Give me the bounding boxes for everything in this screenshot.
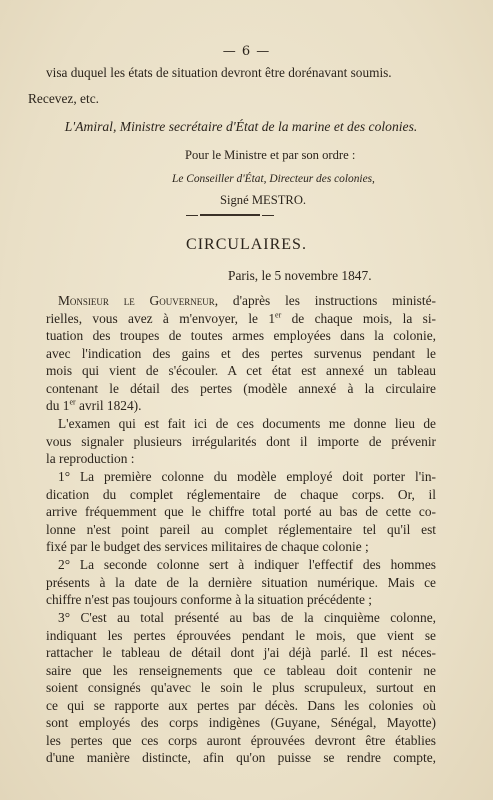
paragraph-2 [46,415,436,468]
paragraph-line: saire que les renseignements que ce tableau doit contenir ne [46,662,436,678]
separator-rule [200,214,260,216]
signatory-title: L'Amiral, Ministre secrétaire d'État de la marine et des colonies. [64,119,418,134]
signed-line: Signé MESTRO. [220,193,307,207]
paragraph-line: du 1er avril 1824). [46,397,142,413]
paragraph-line: d'une manière distincte, afin qu'on puisse se rendre compte, [46,750,436,765]
closing-formula: Recevez, etc. [28,91,99,106]
paragraph-line: contenant le détail des pertes (modèle annexé à la circulaire [46,380,436,396]
paragraph-line: présents à la date de la dernière situation numérique. Mais ce [46,574,436,590]
paragraph-line: 2° La seconde colonne sert à indiquer l'effectif des hommes [58,557,436,572]
paragraph-line: soient consignés qu'avec le soin le plus scrupuleux, surtout en [46,680,436,695]
counsellor-line: Le Conseiller d'État, Directeur des colonies, [172,173,375,185]
paragraph-line: Monsieur le Gouverneur, d'après les instructions ministé- [58,293,436,308]
opening-line-block [46,64,436,82]
paragraph-line: arrive fréquemment que le chiffre total porté au bas de cette co- [46,504,436,519]
paragraph-line: 3° C'est au total présenté au bas de la cinquième colonne, [58,610,436,625]
paragraph-line: tuation des troupes de toutes armes employées dans la colonie, [46,328,436,343]
paragraph-line: sont employés des corps indigènes (Guyane, Sénégal, Mayotte) [46,715,436,730]
paragraph-line: 1° La première colonne du modèle employé doit porter l'in- [58,469,436,484]
paragraph-line: les pertes que ces corps auront éprouvées devront être établies [46,732,436,748]
paragraph-line: mois qui vient de s'écouler. A cet état est annexé un tableau [46,363,436,378]
paragraph-line: vous signaler plusieurs irrégularités dont il importe de prévenir [46,433,436,449]
salutation: Monsieur le Gouverneur [58,293,215,308]
paragraph-line: dication du complet réglementaire de chaque corps. Or, il [46,486,436,502]
paragraph-line: la reproduction : [46,451,135,466]
paragraph-line: rattacher le tableau de détail dont j'ai déjà parlé. Il est néces- [46,645,436,660]
paragraph-line: chiffre n'est pas toujours conforme à la situation précédente ; [46,592,373,607]
opening-line: visa duquel les états de situation devront être dorénavant soumis. [46,65,392,80]
paragraph-1 [46,292,436,415]
paragraph-line: indiquant les pertes éprouvées pendant le mois, que vient se [46,627,436,643]
paragraph-line: rielles, vous avez à m'envoyer, le 1er de chaque mois, la si- [46,310,436,326]
paragraph-5 [46,609,436,767]
paragraph-line: ce qui se rapporte aux pertes par décès. Dans les colonies où [46,697,436,713]
by-order-line: Pour le Ministre et par son ordre : [185,148,356,162]
paragraph-line: L'examen qui est fait ici de ces documents me donne lieu de [58,416,436,431]
paragraph-4 [46,556,436,609]
paragraph-3 [46,468,436,556]
section-title: CIRCULAIRES. [186,236,307,253]
page-number: — 6 — [222,44,271,59]
paragraph-line: avec l'indication des gains et des pertes survenus pendant le [46,345,436,361]
dateline: Paris, le 5 novembre 1847. [228,268,372,283]
paragraph-line: lonne n'est point pareil au complet réglementaire tel qu'il est [46,521,436,537]
paragraph-line: fixé par le budget des services militaires de chaque colonie ; [46,539,369,554]
